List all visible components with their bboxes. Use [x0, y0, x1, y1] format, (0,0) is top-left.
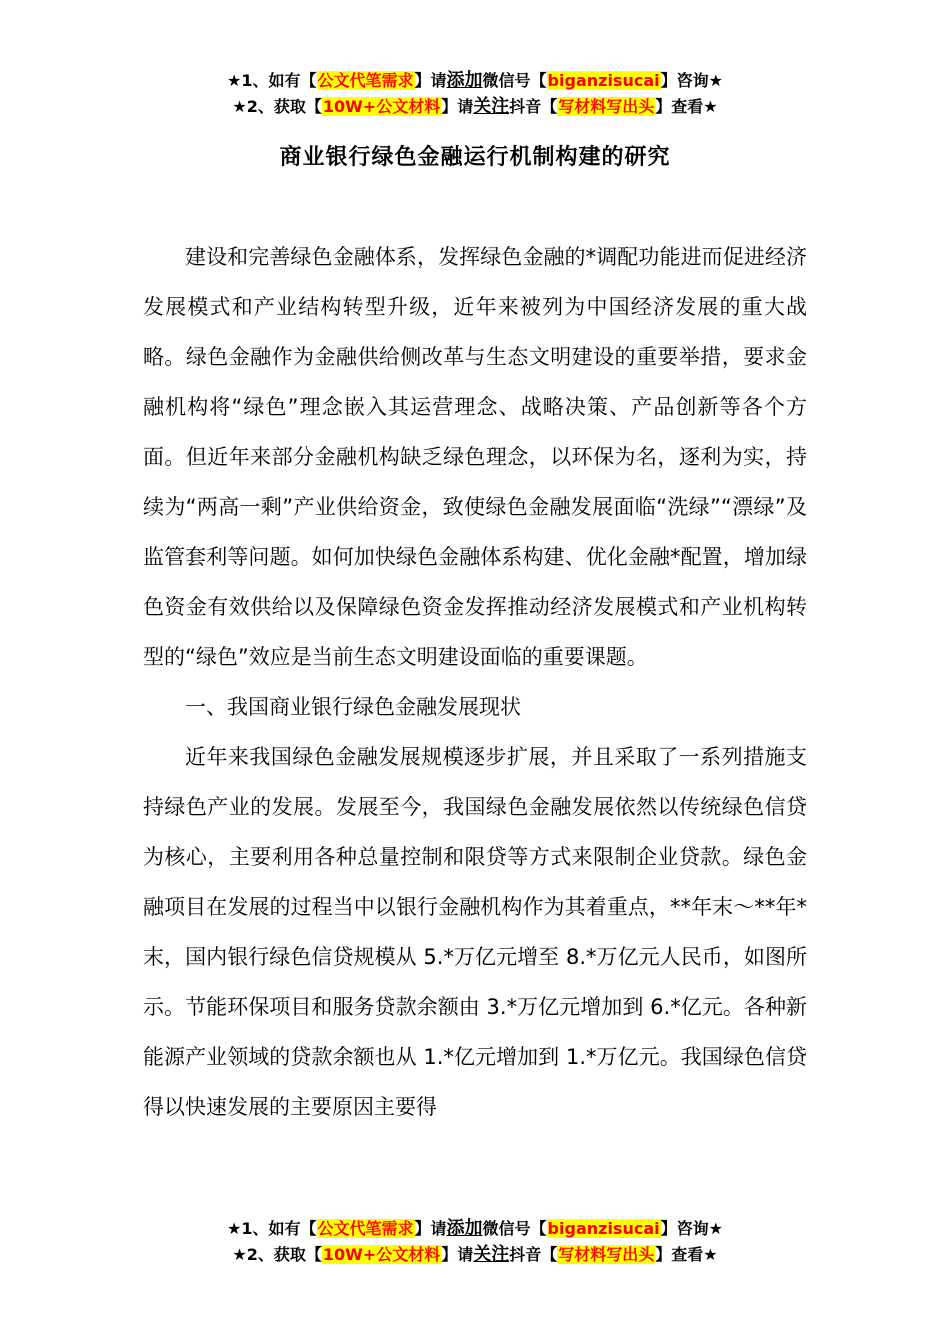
underlined-follow: 关注 — [473, 1244, 510, 1265]
banner-text: 2、获取【 — [246, 1245, 322, 1264]
document-body — [143, 232, 807, 1132]
highlight-service: 公文代笔需求 — [317, 1219, 414, 1238]
banner-text: 】查看★ — [655, 1245, 718, 1264]
banner-text: 】请 — [414, 71, 447, 90]
banner-text: 1、如有【 — [241, 71, 317, 90]
star-icon: ★ — [232, 97, 247, 116]
banner-line-2 — [0, 1242, 950, 1268]
highlight-wechat-id: biganzisucai — [547, 1219, 660, 1238]
star-icon: ★ — [227, 71, 242, 90]
header-banner — [0, 68, 950, 120]
banner-text: 抖音【 — [509, 97, 558, 116]
highlight-douyin-id: 写材料写出头 — [558, 1245, 655, 1264]
banner-line-2 — [0, 94, 950, 120]
banner-text: 】请 — [441, 97, 474, 116]
highlight-wechat-id: biganzisucai — [547, 71, 660, 90]
highlight-service: 公文代笔需求 — [317, 71, 414, 90]
paragraph-intro: 建设和完善绿色金融体系，发挥绿色金融的*调配功能进而促进经济发展模式和产业结构转型升级，近年来被列为中国经济发展的重大战略。绿色金融作为金融供给侧改革与生态文明建设的重要举措，要求金融机构将“绿色”理念嵌入其运营理念、战略决策、产品创新等各个方面。但近年来部分金融机构缺乏绿色理念，以环保为名，逐利为实，持续为“两高一剩”产业供给资金，致使绿色金融发展面临“洗绿”“漂绿”及监管套利等问题。如何加快绿色金融体系构建、优化金融*配置，增加绿色资金有效供给以及保障绿色资金发挥推动经济发展模式和产业机构转型的“绿色”效应是当前生态文明建设面临的重要课题。 — [143, 245, 807, 669]
banner-text: 】查看★ — [655, 97, 718, 116]
banner-text: 抖音【 — [509, 1245, 558, 1264]
highlight-materials: 10W+公文材料 — [322, 97, 441, 116]
document-title: 商业银行绿色金融运行机制构建的研究 — [279, 145, 671, 170]
banner-text: 】请 — [441, 1245, 474, 1264]
banner-text: 】请 — [414, 1219, 447, 1238]
underlined-follow: 关注 — [473, 96, 510, 117]
banner-text: 1、如有【 — [241, 1219, 317, 1238]
banner-text: 微信号【 — [482, 1219, 547, 1238]
banner-text: 微信号【 — [482, 71, 547, 90]
highlight-materials: 10W+公文材料 — [322, 1245, 441, 1264]
star-icon: ★ — [232, 1245, 247, 1264]
paragraph-status: 近年来我国绿色金融发展规模逐步扩展，并且采取了一系列措施支持绿色产业的发展。发展至今，我国绿色金融发展依然以传统绿色信贷为核心，主要利用各种总量控制和限贷等方式来限制企业贷款。绿色金融项目在发展的过程当中以银行金融机构作为其着重点，**年末～**年*末，国内银行绿色信贷规模从 5.*万亿元增至 8.*万亿元人民币，如图所示。节能环保项目和服务贷款余额由 3.*万亿元增加到 6.*亿元。各种新能源产业领域的贷款余额也从 1.*亿元增加到 1.*万亿元。我国绿色信贷得以快速发展的主要原因主要得 — [143, 745, 807, 1119]
banner-text: 】咨询★ — [660, 1219, 723, 1238]
star-icon: ★ — [227, 1219, 242, 1238]
banner-line-1 — [0, 1216, 950, 1242]
banner-line-1 — [0, 68, 950, 94]
underlined-add: 添加 — [446, 70, 483, 91]
underlined-add: 添加 — [446, 1218, 483, 1239]
section-heading: 一、我国商业银行绿色金融发展现状 — [185, 695, 521, 719]
banner-text: 】咨询★ — [660, 71, 723, 90]
highlight-douyin-id: 写材料写出头 — [558, 97, 655, 116]
footer-banner — [0, 1216, 950, 1268]
banner-text: 2、获取【 — [246, 97, 322, 116]
